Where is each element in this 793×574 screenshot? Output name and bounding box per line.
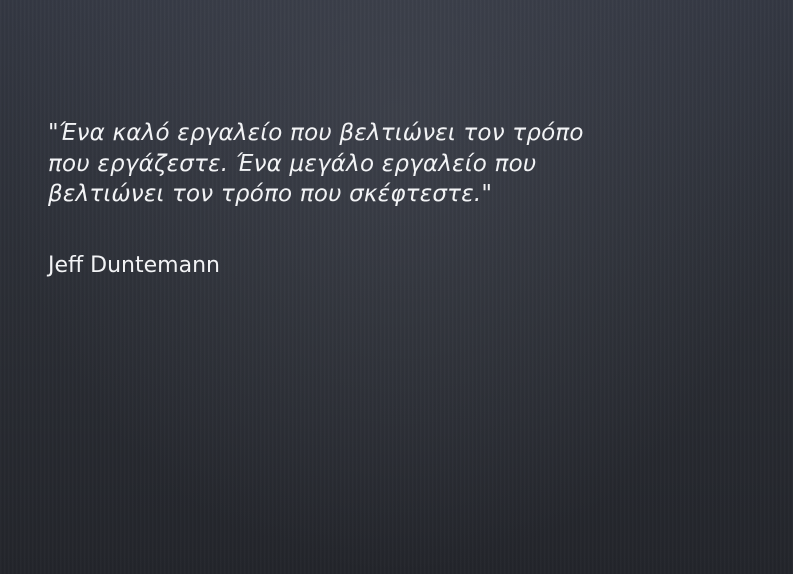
- quote-author: Jeff Duntemann: [48, 253, 220, 278]
- quote-block: [48, 118, 748, 278]
- quote-text: "Ένα καλό εργαλείο που βελτιώνει τον τρόπο που εργάζεστε. Ένα μεγάλο εργαλείο που βελτιώνει τον τρόπο που σκέφτεστε.": [48, 120, 584, 207]
